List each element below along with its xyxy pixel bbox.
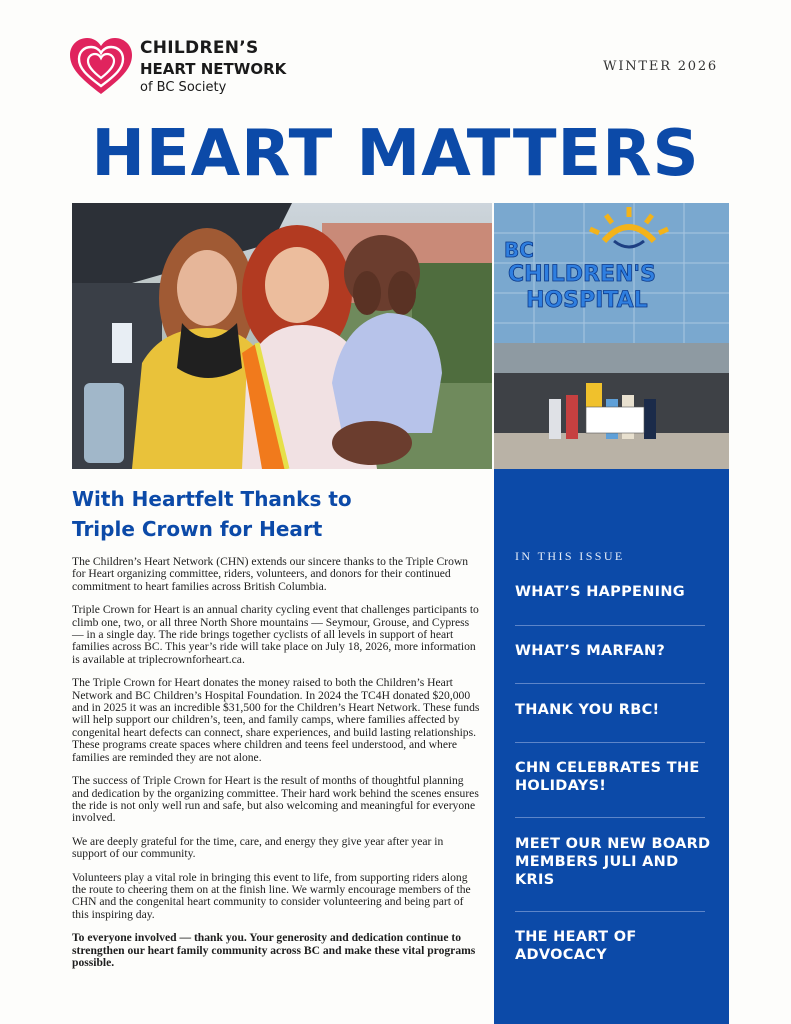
- toc-item-thank-you-rbc[interactable]: THANK YOU RBC!: [515, 702, 660, 718]
- hospital-sign-childrens: CHILDREN'S: [508, 262, 656, 287]
- toc-item-heart-of-advocacy[interactable]: THE HEART OF ADVOCACY: [515, 929, 637, 963]
- org-logo: [70, 38, 310, 98]
- hospital-sign-hospital: HOSPITAL: [526, 288, 648, 313]
- toc-divider: [515, 683, 705, 684]
- toc-item-whats-marfan[interactable]: WHAT’S MARFAN?: [515, 643, 666, 659]
- toc-item-new-board-members[interactable]: MEET OUR NEW BOARD MEMBERS JULI AND KRIS: [515, 836, 711, 888]
- article-paragraph: We are deeply grateful for the time, care, and energy they give year after year in support of our community.: [72, 834, 444, 861]
- volunteers-photo-illustration: [72, 203, 492, 469]
- org-name-line3: of BC Society: [140, 80, 227, 95]
- article-paragraph: Volunteers play a vital role in bringing this event to life, from supporting riders along the route to cheering them on at the finish line. We warmly encourage members of the CHN and the congenital heart community to consider volunteering and being part of this inspiring day.: [72, 870, 471, 921]
- article-body: [72, 556, 480, 980]
- toc-divider: [515, 625, 705, 626]
- toc-divider: [515, 817, 705, 818]
- article-paragraph: The Triple Crown for Heart donates the money raised to both the Children’s Heart Network and BC Children’s Hospital Foundation. In 2024 the TC4H donated $20,000 and in 2025 it was an incredible $31,500 for the Children’s Heart Network. These funds will help support our children’s, teen, and family camps, where families affected by congenital heart defects can connect, share experiences, and build lasting relationships. These programs create spaces where children and teens feel understood, and where families are reminded they are not alone.: [72, 676, 480, 764]
- in-this-issue-sidebar: [494, 469, 729, 1024]
- article-paragraph: The Children’s Heart Network (CHN) extends our sincere thanks to the Triple Crown for Heart organizing committee, riders, volunteers, and donors for their continued commitment to heart families across British Columbia.: [72, 555, 469, 593]
- sidebar-heading: IN THIS ISSUE: [515, 549, 625, 563]
- org-name-line2: HEART NETWORK: [140, 60, 287, 78]
- toc-divider: [515, 742, 705, 743]
- article-paragraph: The success of Triple Crown for Heart is the result of months of thoughtful planning and dedication by the organizing committee. Their hard work behind the scenes ensures the ride is not only well run and safe, but also welcoming and meaningful for everyone involved.: [72, 774, 479, 825]
- hospital-sign-bc: BC: [504, 238, 534, 262]
- hospital-photo: [494, 203, 729, 469]
- article-paragraph: Triple Crown for Heart is an annual charity cycling event that challenges participants to climb one, two, or all three North Shore mountains — Seymour, Grouse, and Cypress — in a single day. The ride brings together cyclists of all levels in support of heart families across BC. This year’s ride will take place on July 18, 2026, more information is available at triplecrownforheart.ca.: [72, 603, 479, 666]
- volunteers-photo: [72, 203, 492, 469]
- toc-item-chn-celebrates-holidays[interactable]: CHN CELEBRATES THE HOLIDAYS!: [515, 760, 700, 794]
- toc-item-whats-happening[interactable]: WHAT’S HAPPENING: [515, 584, 685, 600]
- issue-date: WINTER 2026: [603, 59, 718, 74]
- heart-logo-icon: [70, 38, 132, 96]
- newsletter-title: HEART MATTERS: [91, 117, 700, 191]
- article-title: [72, 484, 482, 544]
- org-name-line1: CHILDREN’S: [140, 38, 259, 58]
- article-closing-paragraph: To everyone involved — thank you. Your generosity and dedication continue to strengthen our heart family community across BC and make these vital programs possible.: [72, 931, 476, 969]
- toc-divider: [515, 911, 705, 912]
- hospital-photo-illustration: [494, 203, 729, 469]
- article-title-line2: Triple Crown for Heart: [72, 517, 323, 541]
- article-title-line1: With Heartfelt Thanks to: [72, 487, 352, 511]
